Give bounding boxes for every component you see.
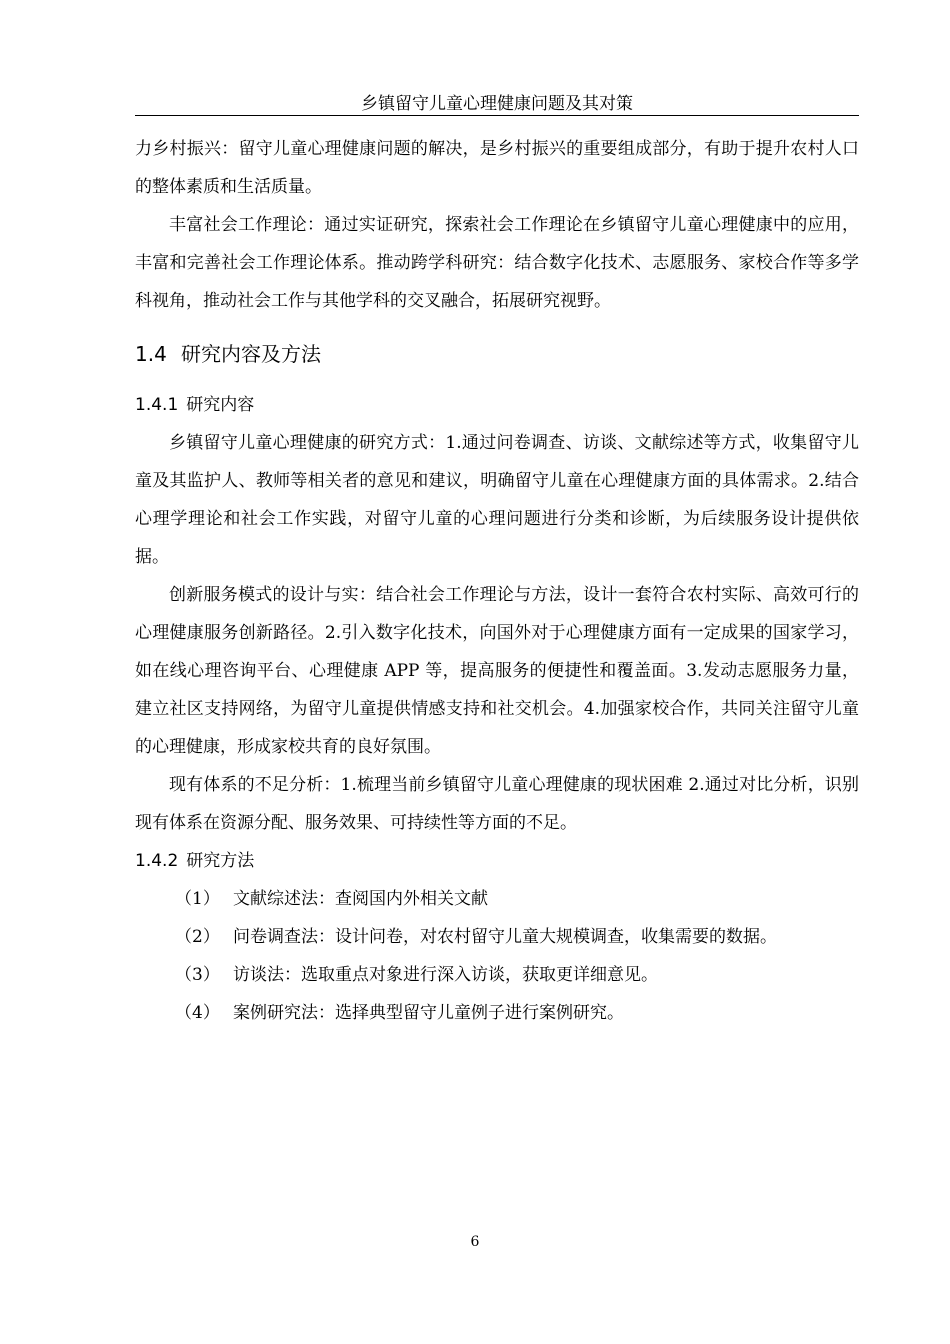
subsection-heading [135,386,859,424]
list-marker: （2） [175,927,220,947]
list-item-text: 案例研究法：选择典型留守儿童例子进行案例研究。 [233,1003,624,1023]
header-divider [135,115,859,116]
list-marker: （3） [175,965,220,985]
list-marker: （4） [175,1003,220,1023]
method-list [135,880,859,1032]
body-paragraph: 丰富社会工作理论：通过实证研究，探索社会工作理论在乡镇留守儿童心理健康中的应用，丰富和完善社会工作理论体系。推动跨学科研究：结合数字化技术、志愿服务、家校合作等多学科视角，推动社会工作与其他学科的交叉融合，拓展研究视野。 [135,215,859,311]
list-item-text: 访谈法：选取重点对象进行深入访谈，获取更详细意见。 [233,965,658,985]
body-paragraph: 创新服务模式的设计与实：结合社会工作理论与方法，设计一套符合农村实际、高效可行的心理健康服务创新路径。2.引入数字化技术，向国外对于心理健康方面有一定成果的国家学习，如在线心理咨询平台、心理健康 APP 等，提高服务的便捷性和覆盖面。3.发动志愿服务力量，建立社区支持网络，为留守儿童提供情感支持和社交机会。4.加强家校合作，共同关注留守儿童的心理健康，形成家校共育的良好氛围。 [135,585,859,757]
section-title: 研究内容及方法 [181,342,321,366]
body-paragraph: 现有体系的不足分析：1.梳理当前乡镇留守儿童心理健康的现状困难 2.通过对比分析，识别现有体系在资源分配、服务效果、可持续性等方面的不足。 [135,775,859,833]
running-header: 乡镇留守儿童心理健康问题及其对策 [361,94,633,114]
body-paragraph: 力乡村振兴：留守儿童心理健康问题的解决，是乡村振兴的重要组成部分，有助于提升农村人口的整体素质和生活质量。 [135,139,859,197]
list-item [135,880,859,918]
section-heading [135,330,859,378]
body-paragraph: 乡镇留守儿童心理健康的研究方式：1.通过问卷调查、访谈、文献综述等方式，收集留守儿童及其监护人、教师等相关者的意见和建议，明确留守儿童在心理健康方面的具体需求。2.结合心理学理论和社会工作实践，对留守儿童的心理问题进行分类和诊断，为后续服务设计提供依据。 [135,433,859,567]
subsection-title: 研究内容 [186,395,255,415]
list-item [135,918,859,956]
page-number: 6 [470,1234,480,1250]
section-number: 1.4 [135,342,167,366]
list-marker: （1） [175,889,220,909]
subsection-number: 1.4.2 [135,851,179,871]
list-item-text: 文献综述法：查阅国内外相关文献 [233,889,488,909]
list-item [135,994,859,1032]
subsection-heading [135,842,859,880]
subsection-number: 1.4.1 [135,395,179,415]
list-item [135,956,859,994]
page-body [135,130,859,1032]
list-item-text: 问卷调查法：设计问卷，对农村留守儿童大规模调查，收集需要的数据。 [233,927,777,947]
subsection-title: 研究方法 [186,851,255,871]
